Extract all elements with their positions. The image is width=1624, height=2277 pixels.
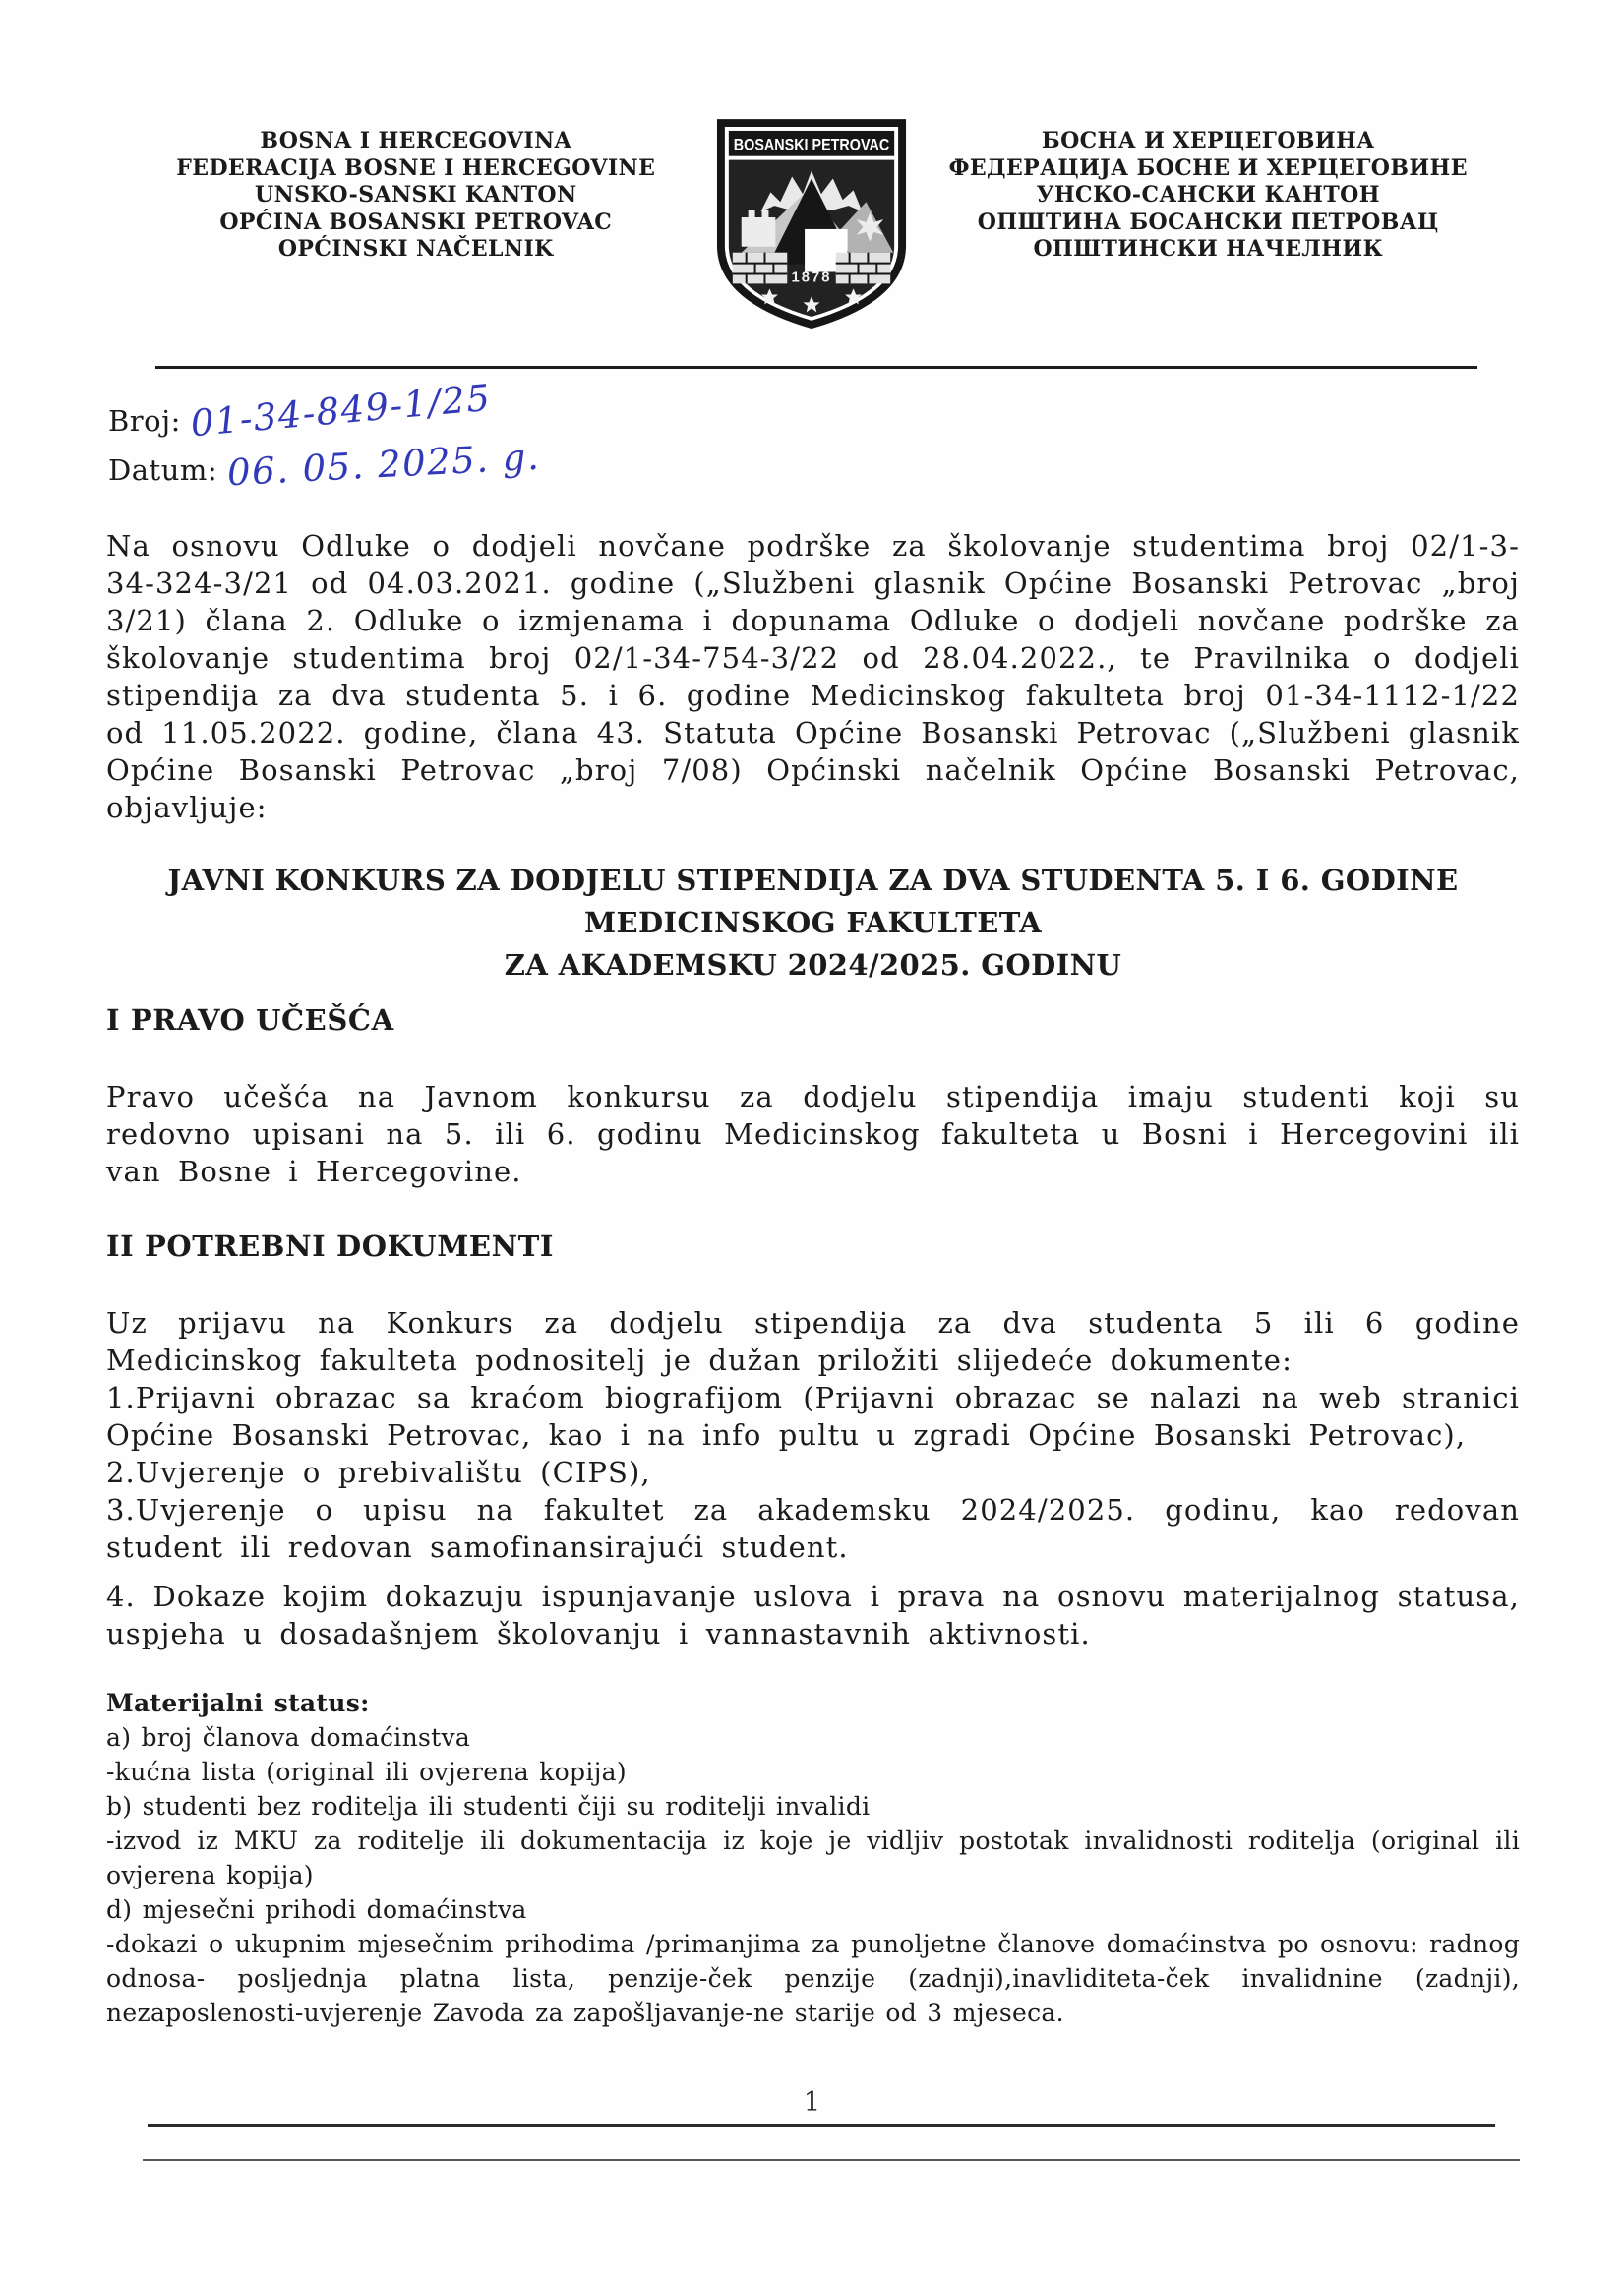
material-status-line: -kućna lista (original ili ovjerena kopija): [106, 1758, 627, 1786]
material-status-line: d) mjesečni prihodi domaćinstva: [106, 1895, 527, 1924]
coat-of-arms-svg: [714, 116, 909, 330]
title-line: MEDICINSKOG FAKULTETA: [583, 906, 1043, 939]
letterhead-line: БОСНА И ХЕРЦЕГОВИНА: [1041, 128, 1375, 153]
section-1-heading: I PRAVO UČEŠĆA: [106, 1003, 394, 1037]
document-list-item: 4. Dokaze kojim dokazuju ispunjavanje uslova i prava na osnovu materijalnog statusa, uspjeha u dosadašnjem školovanju i vannastavnih aktivnosti.: [106, 1580, 1520, 1650]
banner-text: BOSANSKI PETROVAC: [733, 135, 889, 154]
brick-wall-right: [835, 253, 889, 284]
document-list-item: 2.Uvjerenje o prebivalištu (CIPS),: [106, 1456, 651, 1489]
emblem-year: 1878: [791, 270, 831, 286]
material-status-heading: Materijalni status:: [106, 1689, 370, 1717]
header-divider: [155, 366, 1477, 369]
footer-divider-1: [148, 2124, 1495, 2127]
material-status-line: a) broj članova domaćinstva: [106, 1723, 471, 1752]
document-list-item: 1.Prijavni obrazac sa kraćom biografijom (Prijavni obrazac se nalazi na web stranici Općine Bosanski Petrovac, kao i na info pultu u zgradi Općine Bosanski Petrovac),: [106, 1381, 1520, 1452]
document-title: [106, 860, 1520, 987]
datum-row: [108, 435, 542, 496]
letterhead-line: OPĆINSKI NAČELNIK: [277, 236, 554, 262]
title-line: ZA AKADEMSKU 2024/2025. GODINU: [504, 948, 1122, 982]
section-2-body: [106, 1304, 1520, 1652]
intro-paragraph: Na osnovu Odluke o dodjeli novčane podrške za školovanje studentima broj 02/1-3-34-324-3/21 od 04.03.2021. godine („Službeni glasnik Općine Bosanski Petrovac „broj 3/21) člana 2. Odluke o izmjenama i dopunama Odluke o dodjeli novčane podrške za školovanje studentima broj 02/1-34-754-3/22 od 28.04.2022., te Pravilnika o dodjeli stipendija za dva studenta 5. i 6. godine Medicinskog fakulteta broj 01-34-1112-1/22 od 11.05.2022. godine, člana 43. Statuta Općine Bosanski Petrovac („Službeni glasnik Općine Bosanski Petrovac „broj 7/08) Općinski načelnik Općine Bosanski Petrovac, objavljuje:: [106, 529, 1520, 824]
page-number: 1: [803, 2087, 821, 2118]
material-status-line: -dokazi o ukupnim mjesečnim prihodima /primanjima za punoljetne članove domaćinstva po osnovu: radnog odnosa- posljednja platna lista, penzije-ček penzije (zadnji),inavliditeta-ček invalidnine (zadnji), nezaposlenosti-uvjerenje Zavoda za zapošljavanje-ne starije od 3 mjeseca.: [106, 1930, 1520, 2027]
letterhead-cyrillic: [917, 116, 1501, 264]
section-2-intro: Uz prijavu na Konkurs za dodjelu stipendija za dva studenta 5 ili 6 godine Medicinskog fakulteta podnositelj je dužan priložiti slijedeće dokumente:: [106, 1306, 1520, 1377]
datum-handwritten-value: 06. 05. 2025. g.: [226, 435, 542, 495]
material-status-block: [106, 1686, 1520, 2030]
title-line: JAVNI KONKURS ZA DODJELU STIPENDIJA ZA DVA STUDENTA 5. I 6. GODINE: [167, 864, 1459, 897]
material-status-line: -izvod iz MKU za roditelje ili dokumentacija iz koje je vidljiv postotak invalidnosti roditelja (original ili ovjerena kopija): [106, 1827, 1520, 1889]
section-2-heading: II POTREBNI DOKUMENTI: [106, 1229, 555, 1263]
datum-label: Datum:: [108, 453, 218, 487]
document-list-item: 3.Uvjerenje o upisu na fakultet za akademsku 2024/2025. godinu, kao redovan student ili redovan samofinansirajući student.: [106, 1493, 1520, 1564]
broj-label: Broj:: [108, 404, 181, 438]
letterhead-line: UNSKO-SANSKI KANTON: [255, 182, 577, 208]
letterhead-line: FEDERACIJA BOSNE I HERCEGOVINE: [176, 154, 656, 181]
letterhead-latin: [124, 116, 708, 264]
letterhead: [124, 116, 1500, 334]
coat-of-arms: [714, 116, 911, 334]
letterhead-line: УНСКО-САНСКИ КАНТОН: [1036, 182, 1380, 208]
letterhead-line: BOSNA I HERCEGOVINA: [260, 128, 572, 153]
letterhead-line: OPĆINA BOSANSKI PETROVAC: [219, 209, 613, 235]
reference-block: [108, 376, 542, 496]
broj-handwritten-value: 01-34-849-1/25: [188, 376, 493, 446]
section-1-paragraph: Pravo učešća na Javnom konkursu za dodjelu stipendija imaju studenti koji su redovno upisani na 5. ili 6. godinu Medicinskog fakulteta u Bosni i Hercegovini ili van Bosne i Hercegovine.: [106, 1080, 1520, 1188]
brick-wall-left: [732, 253, 786, 284]
letterhead-line: ОПШТИНА БОСАНСКИ ПЕТРОВАЦ: [977, 209, 1439, 235]
letterhead-line: ФЕДЕРАЦИЈА БОСНЕ И ХЕРЦЕГОВИНЕ: [948, 154, 1468, 181]
material-status-line: b) studenti bez roditelja ili studenti čiji su roditelji invalidi: [106, 1792, 871, 1821]
footer-divider-2: [143, 2159, 1520, 2161]
letterhead-line: ОПШТИНСКИ НАЧЕЛНИК: [1033, 236, 1384, 262]
